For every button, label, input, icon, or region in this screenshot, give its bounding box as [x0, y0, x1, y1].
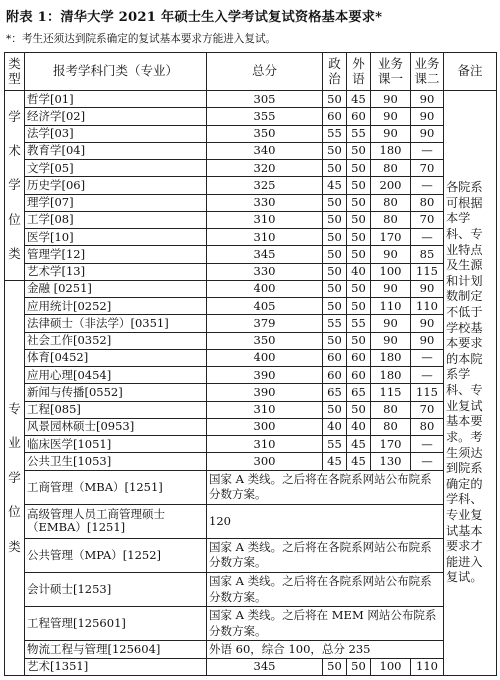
total-score: 305: [207, 91, 323, 108]
subject-name: 临床医学[1051]: [25, 436, 207, 453]
course1-score: 130: [371, 453, 411, 470]
table-row: [5, 142, 497, 159]
total-score: 330: [207, 194, 323, 211]
table-row: [5, 573, 497, 607]
course2-score: 90: [411, 108, 444, 125]
total-score: 345: [207, 658, 323, 675]
politics-score: 50: [323, 401, 347, 418]
table-row: [5, 229, 497, 246]
course1-score: 80: [371, 160, 411, 177]
foreign-score: 55: [347, 315, 371, 332]
table-row: [5, 280, 497, 297]
type-academic: 学 术 学 位 类: [5, 91, 25, 281]
table-row: [5, 658, 497, 675]
politics-score: 50: [323, 332, 347, 349]
course1-score: 90: [371, 125, 411, 142]
course1-score: 115: [371, 384, 411, 401]
subject-name: 新闻与传播[0552]: [25, 384, 207, 401]
subject-name: 社会工作[0352]: [25, 332, 207, 349]
score-note: 国家 A 类线。之后将在各院系网站公布院系分数方案。: [207, 573, 444, 607]
subject-name: 管理学[12]: [25, 246, 207, 263]
table-row: [5, 436, 497, 453]
course2-score: 70: [411, 211, 444, 228]
score-note: 外语 60，综合 100，总分 235: [207, 641, 444, 658]
course1-score: 90: [371, 315, 411, 332]
total-score: 345: [207, 246, 323, 263]
total-score: 400: [207, 349, 323, 366]
course2-score: 90: [411, 91, 444, 108]
course1-score: 110: [371, 298, 411, 315]
header-total: 总分: [207, 53, 323, 91]
type-professional: 专 业 学 位 类: [5, 280, 25, 675]
foreign-score: 55: [347, 125, 371, 142]
subject-name: 金融 [0251]: [25, 280, 207, 297]
total-score: 310: [207, 436, 323, 453]
course2-score: 115: [411, 384, 444, 401]
course2-score: 90: [411, 315, 444, 332]
course2-score: 70: [411, 401, 444, 418]
course1-score: 90: [371, 246, 411, 263]
table-row: [5, 177, 497, 194]
course2-score: 90: [411, 332, 444, 349]
course1-score: 180: [371, 349, 411, 366]
politics-score: 60: [323, 108, 347, 125]
subject-name: 医学[10]: [25, 229, 207, 246]
header-course1: 业务课一: [371, 53, 411, 91]
table-row: [5, 418, 497, 435]
score-note: 120: [207, 504, 444, 538]
table-row: [5, 125, 497, 142]
course1-score: 180: [371, 142, 411, 159]
table-row: [5, 263, 497, 280]
foreign-score: 50: [347, 332, 371, 349]
foreign-score: 50: [347, 211, 371, 228]
total-score: 300: [207, 418, 323, 435]
foreign-score: 50: [347, 401, 371, 418]
subject-name: 物流工程与管理[125604]: [25, 641, 207, 658]
politics-score: 50: [323, 246, 347, 263]
course1-score: 80: [371, 418, 411, 435]
course2-score: 90: [411, 280, 444, 297]
course2-score: 110: [411, 658, 444, 675]
subject-name: 理学[07]: [25, 194, 207, 211]
header-subject: 报考学科门类（专业）: [25, 53, 207, 91]
total-score: 320: [207, 160, 323, 177]
header-type: 类型: [5, 53, 25, 91]
score-note: 国家 A 类线。之后将在各院系网站公布院系分数方案。: [207, 470, 444, 504]
politics-score: 50: [323, 658, 347, 675]
politics-score: 50: [323, 229, 347, 246]
politics-score: 50: [323, 160, 347, 177]
foreign-score: 50: [347, 229, 371, 246]
score-note: 国家 A 类线。之后将在 MEM 网站公布院系分数方案。: [207, 607, 444, 641]
subject-name: 法学[03]: [25, 125, 207, 142]
course1-score: 100: [371, 263, 411, 280]
subject-name: 工商管理（MBA）[1251]: [25, 470, 207, 504]
foreign-score: 40: [347, 418, 371, 435]
course1-score: 180: [371, 367, 411, 384]
politics-score: 55: [323, 436, 347, 453]
foreign-score: 40: [347, 263, 371, 280]
score-note: 国家 A 类线。之后将在各院系网站公布院系分数方案。: [207, 538, 444, 572]
subject-name: 体育[0452]: [25, 349, 207, 366]
foreign-score: 50: [347, 142, 371, 159]
table-row: [5, 332, 497, 349]
total-score: 400: [207, 280, 323, 297]
course2-score: 110: [411, 298, 444, 315]
total-score: 340: [207, 142, 323, 159]
total-score: 379: [207, 315, 323, 332]
course1-score: 90: [371, 91, 411, 108]
total-score: 325: [207, 177, 323, 194]
politics-score: 60: [323, 349, 347, 366]
subject-name: 工程管理[125601]: [25, 607, 207, 641]
course1-score: 90: [371, 332, 411, 349]
foreign-score: 50: [347, 246, 371, 263]
table-row: [5, 91, 497, 108]
header-foreign: 外语: [347, 53, 371, 91]
foreign-score: 50: [347, 658, 371, 675]
table-row: [5, 401, 497, 418]
politics-score: 50: [323, 142, 347, 159]
total-score: 310: [207, 211, 323, 228]
subject-name: 艺术学[13]: [25, 263, 207, 280]
foreign-score: 60: [347, 367, 371, 384]
course2-score: —: [411, 177, 444, 194]
foreign-score: 60: [347, 108, 371, 125]
politics-score: 50: [323, 298, 347, 315]
course1-score: 200: [371, 177, 411, 194]
subject-name: 高级管理人员工商管理硕士（EMBA）[1251]: [25, 504, 207, 538]
table-row: [5, 349, 497, 366]
politics-score: 40: [323, 418, 347, 435]
course2-score: 90: [411, 125, 444, 142]
total-score: 300: [207, 453, 323, 470]
foreign-score: 65: [347, 384, 371, 401]
total-score: 350: [207, 125, 323, 142]
table-row: [5, 160, 497, 177]
foreign-score: 50: [347, 177, 371, 194]
header-row: [5, 53, 497, 91]
table-row: [5, 194, 497, 211]
table-row: [5, 470, 497, 504]
foreign-score: 45: [347, 436, 371, 453]
header-politics: 政治: [323, 53, 347, 91]
course2-score: —: [411, 229, 444, 246]
course1-score: 90: [371, 280, 411, 297]
subject-name: 文学[05]: [25, 160, 207, 177]
table-row: [5, 108, 497, 125]
course2-score: —: [411, 453, 444, 470]
subject-name: 会计硕士[1253]: [25, 573, 207, 607]
course2-score: 70: [411, 160, 444, 177]
course2-score: 80: [411, 418, 444, 435]
total-score: 310: [207, 229, 323, 246]
foreign-score: 45: [347, 91, 371, 108]
total-score: 390: [207, 367, 323, 384]
table-row: [5, 315, 497, 332]
politics-score: 50: [323, 194, 347, 211]
politics-score: 50: [323, 91, 347, 108]
subject-name: 教育学[04]: [25, 142, 207, 159]
politics-score: 45: [323, 177, 347, 194]
foreign-score: 50: [347, 160, 371, 177]
subject-name: 法律硕士（非法学）[0351]: [25, 315, 207, 332]
subject-name: 工程[085]: [25, 401, 207, 418]
subject-name: 应用心理[0454]: [25, 367, 207, 384]
requirements-table: [4, 52, 497, 676]
course1-score: 100: [371, 658, 411, 675]
politics-score: 60: [323, 367, 347, 384]
page-title: 附表 1：清华大学 2021 年硕士生入学考试复试资格基本要求*: [6, 10, 383, 25]
header-remark: 备注: [444, 53, 497, 91]
total-score: 330: [207, 263, 323, 280]
politics-score: 55: [323, 315, 347, 332]
table-row: [5, 504, 497, 538]
table-row: [5, 453, 497, 470]
course1-score: 90: [371, 108, 411, 125]
course2-score: —: [411, 367, 444, 384]
course1-score: 80: [371, 401, 411, 418]
table-row: [5, 298, 497, 315]
foreign-score: 45: [347, 453, 371, 470]
table-row: [5, 538, 497, 572]
foreign-score: 60: [347, 349, 371, 366]
total-score: 390: [207, 384, 323, 401]
header-course2: 业务课二: [411, 53, 444, 91]
subject-name: 工学[08]: [25, 211, 207, 228]
course1-score: 80: [371, 194, 411, 211]
remark-text: 各院系可根据本学科、专业特点及生源和计划数制定不低于学校基本要求的本院系学科、专业复试基本要求。考生须达到院系确定的学科、专业复试基本要求才能进入复试。: [444, 91, 497, 676]
course2-score: 115: [411, 263, 444, 280]
politics-score: 50: [323, 280, 347, 297]
course2-score: —: [411, 436, 444, 453]
subject-name: 哲学[01]: [25, 91, 207, 108]
table-row: [5, 384, 497, 401]
subject-name: 经济学[02]: [25, 108, 207, 125]
course1-score: 170: [371, 229, 411, 246]
course2-score: —: [411, 142, 444, 159]
subject-name: 应用统计[0252]: [25, 298, 207, 315]
course1-score: 80: [371, 211, 411, 228]
subject-name: 公共卫生[1053]: [25, 453, 207, 470]
foreign-score: 50: [347, 298, 371, 315]
total-score: 355: [207, 108, 323, 125]
table-row: [5, 211, 497, 228]
subject-name: 公共管理（MPA）[1252]: [25, 538, 207, 572]
course1-score: 170: [371, 436, 411, 453]
footnote: *：考生还须达到院系确定的复试基本要求方能进入复试。: [6, 33, 277, 45]
course2-score: 80: [411, 194, 444, 211]
course2-score: —: [411, 349, 444, 366]
course2-score: 85: [411, 246, 444, 263]
total-score: 310: [207, 401, 323, 418]
table-row: [5, 607, 497, 641]
politics-score: 50: [323, 263, 347, 280]
politics-score: 55: [323, 125, 347, 142]
foreign-score: 50: [347, 194, 371, 211]
table-row: [5, 246, 497, 263]
subject-name: 风景园林硕士[0953]: [25, 418, 207, 435]
foreign-score: 50: [347, 280, 371, 297]
subject-name: 艺术[1351]: [25, 658, 207, 675]
politics-score: 65: [323, 384, 347, 401]
table-row: [5, 367, 497, 384]
subject-name: 历史学[06]: [25, 177, 207, 194]
total-score: 405: [207, 298, 323, 315]
table-row: [5, 641, 497, 658]
politics-score: 45: [323, 453, 347, 470]
politics-score: 50: [323, 211, 347, 228]
total-score: 350: [207, 332, 323, 349]
